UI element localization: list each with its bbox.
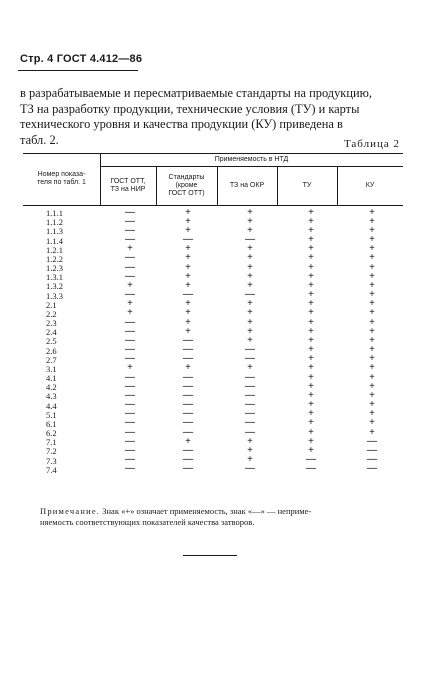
applicable-mark: + (247, 435, 253, 447)
not-applicable-mark: — (183, 371, 193, 383)
not-applicable-mark: — (245, 399, 255, 411)
row-number: 2.3 (46, 318, 57, 329)
not-applicable-mark: — (125, 389, 135, 401)
applicable-mark: + (127, 298, 133, 310)
row-number: 4.3 (46, 391, 57, 402)
applicable-mark: + (369, 389, 375, 401)
not-applicable-mark: — (245, 289, 255, 301)
applicable-mark: + (185, 224, 191, 236)
column-header: ТУ (302, 182, 312, 189)
applicable-mark: + (185, 307, 191, 319)
row-number: 1.2.3 (46, 263, 63, 274)
applicable-mark: + (247, 316, 253, 328)
applicable-mark: + (308, 252, 314, 264)
note-lead: Примечание. (40, 506, 101, 516)
applicable-mark: + (369, 325, 375, 337)
not-applicable-mark: — (125, 426, 135, 438)
not-applicable-mark: — (125, 444, 135, 456)
applicable-mark: + (369, 252, 375, 264)
row-number: 7.3 (46, 455, 57, 466)
not-applicable-mark: — (306, 454, 316, 466)
not-applicable-mark: — (245, 234, 255, 245)
not-applicable-mark: — (183, 408, 193, 420)
applicable-mark: + (247, 224, 253, 236)
row-number: 1.3.2 (46, 281, 63, 292)
applicable-mark: + (308, 234, 314, 245)
not-applicable-mark: — (245, 353, 255, 365)
not-applicable-mark: — (245, 426, 255, 438)
applicable-mark: + (369, 224, 375, 236)
row-number: 2.5 (46, 336, 57, 347)
not-applicable-mark: — (183, 344, 193, 356)
row-number: 1.1.2 (46, 217, 63, 228)
applicable-mark: + (247, 307, 253, 319)
table-note (40, 506, 400, 528)
applicable-mark: + (247, 261, 253, 273)
not-applicable-mark: — (125, 408, 135, 420)
applicable-mark: + (369, 408, 375, 420)
applicable-mark: + (308, 325, 314, 337)
applicable-mark: + (308, 206, 314, 218)
row-number: 1.3.1 (46, 272, 63, 283)
applicable-mark: + (308, 270, 314, 282)
not-applicable-mark: — (183, 463, 193, 475)
applicable-mark: + (127, 362, 133, 374)
not-applicable-mark: — (125, 289, 135, 301)
not-applicable-mark: — (245, 380, 255, 392)
row-number: 2.1 (46, 299, 57, 310)
not-applicable-mark: — (183, 399, 193, 411)
applicable-mark: + (369, 316, 375, 328)
applicable-mark: + (247, 454, 253, 466)
not-applicable-mark: — (245, 463, 255, 475)
table-header (23, 153, 403, 206)
applicable-mark: + (369, 417, 375, 429)
row-number: 4.4 (46, 400, 57, 411)
not-applicable-mark: — (125, 380, 135, 392)
applicable-mark: + (308, 298, 314, 310)
not-applicable-mark: — (367, 435, 377, 447)
applicable-mark: + (308, 344, 314, 356)
not-applicable-mark: — (367, 454, 377, 466)
column-header: Стандарты (кроме ГОСТ ОТТ) (168, 174, 205, 197)
paragraph-line: в разрабатываемые и пересматриваемые стандарты на продукцию, (20, 86, 372, 100)
applicable-mark: + (308, 408, 314, 420)
applicable-mark: + (369, 243, 375, 255)
applicable-mark: + (369, 206, 375, 218)
not-applicable-mark: — (245, 389, 255, 401)
table-rule-bottom (23, 205, 403, 206)
applicable-mark: + (308, 307, 314, 319)
not-applicable-mark: — (183, 417, 193, 429)
not-applicable-mark: — (125, 371, 135, 383)
applicable-mark: + (369, 334, 375, 346)
bottom-rule (183, 555, 237, 556)
applicable-mark: + (308, 316, 314, 328)
applicable-mark: + (127, 279, 133, 291)
row-number: 4.1 (46, 373, 57, 384)
applicable-mark: + (369, 279, 375, 291)
applicable-mark: + (247, 298, 253, 310)
row-number: 7.2 (46, 446, 57, 457)
row-number: 5.1 (46, 409, 57, 420)
not-applicable-mark: — (367, 444, 377, 456)
applicable-mark: + (185, 316, 191, 328)
not-applicable-mark: — (125, 325, 135, 337)
not-applicable-mark: — (245, 417, 255, 429)
not-applicable-mark: — (125, 417, 135, 429)
applicable-mark: + (308, 399, 314, 411)
applicable-mark: + (308, 417, 314, 429)
not-applicable-mark: — (183, 234, 193, 245)
applicable-mark: + (369, 362, 375, 374)
paragraph-line: технического уровня и качества продукции (КУ) приведена в (20, 117, 343, 131)
row-number: 1.1.1 (46, 208, 63, 218)
applicable-mark: + (369, 344, 375, 356)
row-number: 4.2 (46, 382, 57, 393)
row-number: 2.2 (46, 308, 57, 319)
applicable-mark: + (247, 206, 253, 218)
row-number: 2.7 (46, 354, 57, 365)
applicable-mark: + (369, 380, 375, 392)
row-number: 7.1 (46, 437, 57, 448)
row-number: 1.1.3 (46, 226, 63, 237)
applicability-group-header: Применяемость в НТД (214, 156, 289, 163)
applicable-mark: + (308, 380, 314, 392)
row-number: 3.1 (46, 363, 57, 374)
applicable-mark: + (247, 270, 253, 282)
applicable-mark: + (308, 215, 314, 227)
row-number: 1.1.4 (46, 235, 63, 246)
not-applicable-mark: — (183, 389, 193, 401)
row-number: 1.2.1 (46, 244, 63, 255)
applicable-mark: + (308, 289, 314, 301)
not-applicable-mark: — (125, 344, 135, 356)
paragraph-line: табл. 2. (20, 132, 59, 147)
applicable-mark: + (185, 279, 191, 291)
applicable-mark: + (369, 234, 375, 245)
applicable-mark: + (369, 289, 375, 301)
not-applicable-mark: — (183, 289, 193, 301)
column-header: ГОСТ ОТТ, ТЗ на НИР (110, 178, 146, 193)
applicable-mark: + (185, 261, 191, 273)
not-applicable-mark: — (125, 454, 135, 466)
not-applicable-mark: — (125, 252, 135, 264)
not-applicable-mark: — (367, 463, 377, 475)
applicable-mark: + (308, 353, 314, 365)
applicable-mark: + (308, 243, 314, 255)
not-applicable-mark: — (125, 270, 135, 282)
not-applicable-mark: — (183, 353, 193, 365)
row-number: 2.4 (46, 327, 57, 338)
row-number-header: Номер показа- теля по табл. 1 (37, 171, 86, 186)
not-applicable-mark: — (125, 435, 135, 447)
applicable-mark: + (308, 435, 314, 447)
applicable-mark: + (127, 243, 133, 255)
not-applicable-mark: — (183, 426, 193, 438)
applicable-mark: + (185, 206, 191, 218)
applicable-mark: + (247, 325, 253, 337)
applicable-mark: + (247, 444, 253, 456)
not-applicable-mark: — (125, 261, 135, 273)
row-number: 1.3.3 (46, 290, 63, 301)
not-applicable-mark: — (125, 206, 135, 218)
applicable-mark: + (247, 243, 253, 255)
applicable-mark: + (308, 371, 314, 383)
not-applicable-mark: — (183, 334, 193, 346)
applicable-mark: + (247, 279, 253, 291)
row-number: 6.1 (46, 418, 57, 429)
not-applicable-mark: — (125, 334, 135, 346)
header-rule (18, 70, 138, 71)
not-applicable-mark: — (183, 380, 193, 392)
applicable-mark: + (369, 426, 375, 438)
applicable-mark: + (369, 353, 375, 365)
column-header: КУ (365, 182, 375, 189)
not-applicable-mark: — (245, 408, 255, 420)
applicable-mark: + (247, 215, 253, 227)
applicable-mark: + (308, 261, 314, 273)
applicable-mark: + (369, 261, 375, 273)
not-applicable-mark: — (245, 371, 255, 383)
note-text: Знак «+» означает применяемость, знак «—» — неприме- няемость соответствующих показателей качества затворов. (40, 506, 312, 527)
applicable-mark: + (185, 362, 191, 374)
applicable-mark: + (369, 298, 375, 310)
applicable-mark: + (185, 252, 191, 264)
not-applicable-mark: — (125, 463, 135, 475)
applicable-mark: + (127, 307, 133, 319)
applicable-mark: + (308, 362, 314, 374)
page-header: Стр. 4 ГОСТ 4.412—86 (20, 53, 143, 65)
applicable-mark: + (369, 215, 375, 227)
applicable-mark: + (369, 270, 375, 282)
applicable-mark: + (369, 371, 375, 383)
applicable-mark: + (247, 334, 253, 346)
not-applicable-mark: — (125, 224, 135, 236)
not-applicable-mark: — (183, 444, 193, 456)
row-number: 2.6 (46, 345, 57, 356)
applicable-mark: + (308, 444, 314, 456)
applicable-mark: + (308, 279, 314, 291)
applicable-mark: + (369, 399, 375, 411)
row-number: 7.4 (46, 464, 57, 475)
applicable-mark: + (247, 362, 253, 374)
not-applicable-mark: — (125, 316, 135, 328)
not-applicable-mark: — (125, 234, 135, 245)
paragraph-line: ТЗ на разработку продукции, технические условия (ТУ) и карты (20, 101, 360, 116)
applicable-mark: + (247, 252, 253, 264)
applicable-mark: + (308, 334, 314, 346)
not-applicable-mark: — (125, 353, 135, 365)
not-applicable-mark: — (125, 215, 135, 227)
applicable-mark: + (185, 298, 191, 310)
applicable-mark: + (308, 426, 314, 438)
table-title: Таблица 2 (343, 138, 400, 150)
row-number: 1.2.2 (46, 253, 63, 264)
applicable-mark: + (185, 215, 191, 227)
applicable-mark: + (369, 307, 375, 319)
applicable-mark: + (185, 243, 191, 255)
column-header: ТЗ на ОКР (229, 182, 265, 189)
applicable-mark: + (308, 224, 314, 236)
not-applicable-mark: — (125, 399, 135, 411)
applicable-mark: + (185, 435, 191, 447)
not-applicable-mark: — (306, 463, 316, 475)
applicable-mark: + (308, 389, 314, 401)
row-number: 6.2 (46, 428, 57, 439)
not-applicable-mark: — (245, 344, 255, 356)
applicable-mark: + (185, 325, 191, 337)
not-applicable-mark: — (183, 454, 193, 466)
applicable-mark: + (185, 270, 191, 282)
